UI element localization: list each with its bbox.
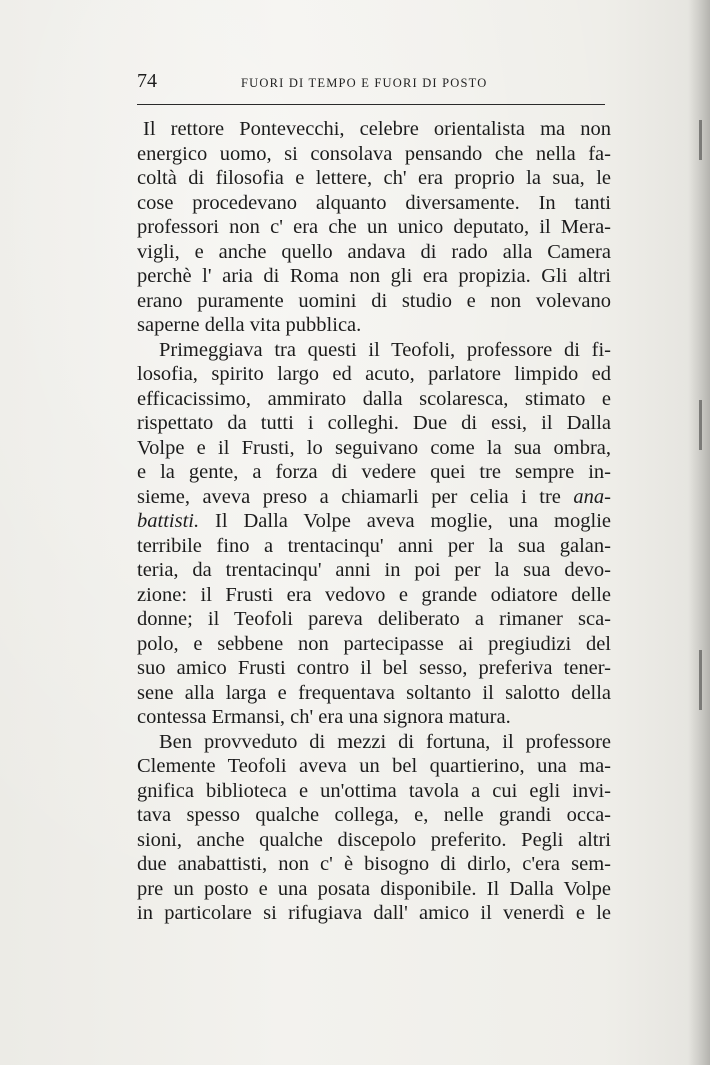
text-line: Il rettore Pontevecchi, celebre orientalista ma non [143, 118, 611, 140]
text-line: Clemente Teofoli aveva un bel quartierino, una ma- [137, 755, 611, 777]
text-line: pre un posto e una posata disponibile. Il Dalla Volpe [137, 877, 611, 900]
body-text [137, 117, 611, 926]
text-line: Volpe e il Frusti, lo seguivano come la sua ombra, [137, 436, 611, 459]
edge-mark [699, 650, 702, 710]
page-binding-edge [688, 0, 710, 1065]
text-line: cose procedevano alquanto diversamente. In tanti [137, 191, 611, 214]
text-line: terribile fino a trentacinqu' anni per la sua galan- [137, 534, 611, 557]
text-line: energico uomo, si consolava pensando che nella fa- [137, 142, 611, 165]
text-line: professori non c' era che un unico deputato, il Mera- [137, 216, 611, 238]
edge-mark [699, 400, 702, 450]
text-line: in particolare si rifugiava dall' amico il venerdì e le [137, 902, 611, 924]
text-line: suo amico Frusti contro il bel sesso, preferiva tener- [137, 657, 611, 679]
text-line: coltà di filosofia e lettere, ch' era proprio la sua, le [137, 167, 611, 189]
text-line: vigli, e anche quello andava di rado alla Camera [137, 240, 611, 263]
text-line: e la gente, a forza di vedere quei tre sempre in- [137, 461, 611, 483]
text-line: teria, da trentacinqu' anni in poi per la sua devo- [137, 559, 611, 581]
text-line: rispettato da tutti i colleghi. Due di essi, il Dalla [137, 412, 611, 434]
text-line: due anabattisti, non c' è bisogno di dirlo, c'era sem- [137, 853, 611, 875]
text-line: tava spesso qualche collega, e, nelle grandi occa- [137, 804, 611, 826]
text-line: sieme, aveva preso a chiamarli per celia i tre ana- [137, 485, 611, 508]
text-line: zione: il Frusti era vedovo e grande odiatore delle [137, 583, 611, 606]
text-line: losofia, spirito largo ed acuto, parlatore limpido ed [137, 363, 611, 385]
text-line: contessa Ermansi, ch' era una signora matura. [137, 706, 511, 728]
header-rule [137, 104, 605, 105]
text-line: polo, e sebbene non partecipasse ai pregiudizi del [137, 632, 611, 655]
text-line: battisti. Il Dalla Volpe aveva moglie, una moglie [137, 510, 611, 532]
running-title: FUORI DI TEMPO E FUORI DI POSTO [241, 76, 488, 90]
text-line: gnifica biblioteca e un'ottima tavola a cui egli invi- [137, 779, 611, 802]
page-number: 74 [137, 70, 157, 92]
text-line: Ben provveduto di mezzi di fortuna, il professore [159, 730, 611, 753]
edge-mark [699, 120, 702, 160]
text-line: erano puramente uomini di studio e non volevano [137, 289, 611, 312]
text-line: saperne della vita pubblica. [137, 314, 362, 336]
text-line: sioni, anche qualche discepolo preferito. Pegli altri [137, 828, 611, 851]
text-line: perchè l' aria di Roma non gli era propizia. Gli altri [137, 265, 611, 287]
text-line: sene alla larga e frequentava soltanto il salotto della [137, 681, 611, 704]
page-header [137, 70, 607, 100]
text-line: Primeggiava tra questi il Teofoli, professore di fi- [159, 338, 611, 361]
text-line: donne; il Teofoli pareva deliberato a rimaner sca- [137, 608, 611, 630]
text-line: efficacissimo, ammirato dalla scolaresca, stimato e [137, 387, 611, 410]
